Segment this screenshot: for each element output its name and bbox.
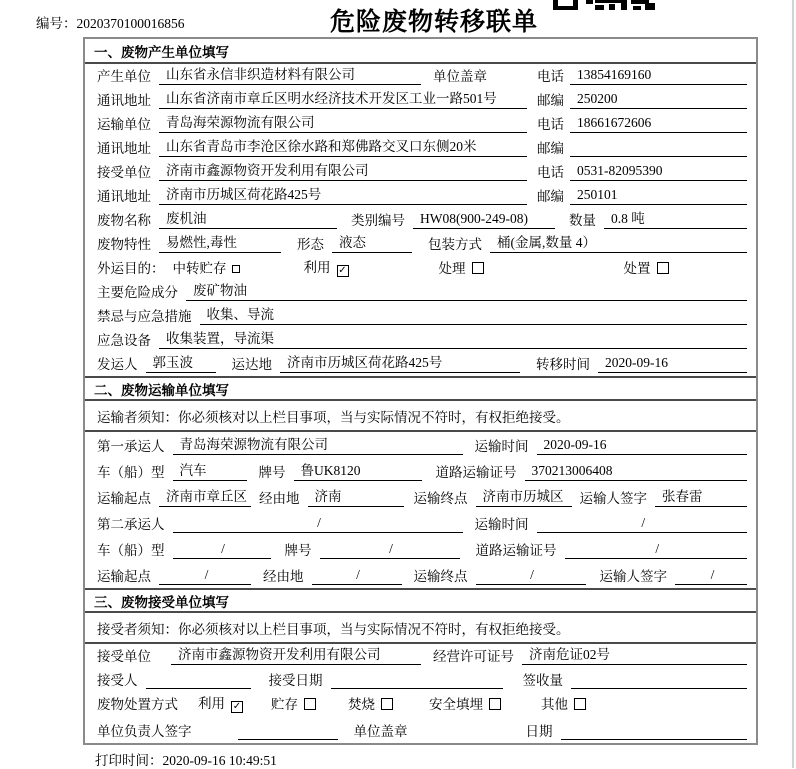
plate-label: 牌号 [258,465,286,480]
transfer-time-field: 2020-09-16 [598,355,747,373]
transporter-address-field: 山东省青岛市李沧区徐水路和郑佛路交叉口东侧20米 [159,139,527,157]
carrier2-label: 第二承运人 [97,517,165,532]
checkbox-label: 处理 [438,261,466,276]
receiver-label: 接受单位 [97,165,151,180]
road-license-field: 370213006408 [525,463,748,481]
producer-phone-field: 13854169160 [570,67,747,85]
waste-name-field: 废机油 [159,211,337,229]
qr-code-partial-icon [553,0,655,10]
receiver-zip-field: 250101 [570,187,747,205]
receiver-address-left [97,187,527,205]
disposal-option-burn [348,697,393,713]
phone-label: 电话 [537,69,564,84]
carrier1-row [85,432,756,458]
purpose-option-dispose [624,261,669,277]
transporter-notice: 运输者须知：你必须核对以上栏目事项，当与实际情况不符时，有权拒绝接受。 [85,401,756,432]
waste-name-label: 废物名称 [97,213,151,228]
disposal-option-landfill [429,697,501,713]
plate-label: 牌号 [284,543,312,558]
purpose-option-treat [439,261,484,277]
disposal-burn-checkbox[interactable] [381,698,393,710]
checkbox-label: 中转贮存 [172,261,227,276]
dispatch-row [85,352,756,376]
transporter-name-field: 青岛海荣源物流有限公司 [159,115,527,133]
taboo-row [85,304,756,328]
taboo-field: 收集、导流 [200,307,748,325]
qty-field: 0.8 吨 [604,211,747,229]
vehicle1-row [85,458,756,484]
waste-name-row [85,208,756,232]
disposal-method-label: 废物处置方式 [97,697,178,712]
carrier1-field: 青岛海荣源物流有限公司 [173,437,463,455]
route-end-label: 运输终点 [413,491,468,506]
unit-seal-label: 单位盖章 [353,724,408,739]
seal-label: 单位盖章 [433,69,487,84]
transporter-phone [537,115,747,133]
storage-checkbox[interactable] [232,265,240,273]
carrier-sign2-field: / [675,567,747,585]
transporter-address-left [97,139,527,157]
hazard-row [85,280,756,304]
responsible-sign-field [238,723,338,740]
waste-props-label: 废物特性 [97,237,151,252]
producer-phone [537,67,747,85]
print-time-label: 打印时间： [95,753,163,768]
transport-time-label: 运输时间 [474,517,529,532]
purpose-label: 外运目的： [97,261,165,276]
date-field [561,723,748,740]
dest-label: 运达地 [231,357,272,372]
disposal-landfill-checkbox[interactable] [489,698,501,710]
producer-label: 产生单位 [97,69,151,84]
route-start2-field: / [159,567,251,585]
equipment-field: 收集装置，导流渠 [159,331,747,349]
carrier-sign-label: 运输人签字 [579,491,647,506]
route-end-label: 运输终点 [413,569,468,584]
checkbox-label: 贮存 [271,697,298,712]
producer-address-left [97,91,527,109]
vehicle2-row [85,536,756,562]
hazard-label: 主要危险成分 [97,285,178,300]
zip-label: 邮编 [537,189,564,204]
category-field: HW08(900-249-08) [413,211,555,229]
road-license-label: 道路运输证号 [435,465,517,480]
route-end2-field: / [476,567,586,585]
dispatcher-label: 发运人 [97,357,138,372]
producer-zip [537,91,747,109]
via-label: 经由地 [263,569,304,584]
receiver-notice: 接受者须知：你必须核对以上栏目事项，当与实际情况不符时，有权拒绝接受。 [85,613,756,644]
accept-unit-row [85,644,756,668]
waste-props-field: 易燃性,毒性 [159,235,281,253]
equipment-row [85,328,756,352]
carrier2-field: / [173,515,463,533]
zip-label: 邮编 [537,141,564,156]
transport-time2-field: / [537,515,748,533]
category-label: 类别编号 [351,213,405,228]
section2-header: 二、废物运输单位填写 [85,376,756,401]
plate-field: 鲁UK8120 [294,463,422,481]
route-end-field: 济南市历城区 [476,489,572,507]
disposal-option-reuse [198,696,243,713]
receiver-phone [537,163,747,181]
accept-unit-label: 接受单位 [97,649,151,664]
zip-label: 邮编 [537,93,564,108]
print-time-value: 2020-09-16 10:49:51 [162,753,277,768]
disposal-option-store [271,697,316,713]
form-label: 形态 [297,237,324,252]
producer-address-field: 山东省济南市章丘区明水经济技术开发区工业一路501号 [159,91,527,109]
transporter-label: 运输单位 [97,117,151,132]
qty-label: 数量 [569,213,596,228]
receiver-name-field: 济南市鑫源物资开发利用有限公司 [159,163,527,181]
road-license2-field: / [565,541,748,559]
checkbox-label: 安全填埋 [429,697,483,712]
serial-number [36,12,185,32]
signed-qty-label: 签收量 [522,673,563,688]
route1-row [85,484,756,510]
checkbox-label: 利用 [198,696,225,711]
producer-address-row [85,88,756,112]
disposal-store-checkbox[interactable] [304,698,316,710]
carrier2-row [85,510,756,536]
dest-field: 济南市历城区荷花路425号 [280,355,520,373]
transfer-purpose-row [85,256,756,280]
page-title: 危险废物转移联单 [330,9,539,36]
section3-header: 三、废物接受单位填写 [85,588,756,613]
receiver-left [97,163,527,181]
transporter-zip-field [570,140,747,157]
plate2-field: / [320,541,460,559]
vehicle-type-field: 汽车 [173,463,247,481]
disposal-reuse-checkbox[interactable]: ✓ [232,701,242,712]
waste-props-row [85,232,756,256]
producer-row [85,64,756,88]
carrier-sign-label: 运输人签字 [599,569,667,584]
route-start-field: 济南市章丘区 [159,489,251,507]
signed-qty-field [571,672,747,689]
reuse-checkbox[interactable]: ✓ [338,265,347,276]
permit-label: 经营许可证号 [433,649,514,664]
transporter-left [97,115,527,133]
permit-field: 济南危证02号 [522,647,747,665]
road-license-label: 道路运输证号 [475,543,557,558]
receiver-phone-field: 0531-82095390 [570,163,747,181]
carrier-sign-field: 张春雷 [655,489,747,507]
packing-label: 包装方式 [428,237,482,252]
checkbox-label: 焚烧 [348,697,375,712]
dispatcher-field: 郭玉波 [146,355,216,373]
via-field: 济南 [308,489,404,507]
accept-unit-field: 济南市鑫源物资开发利用有限公司 [171,647,421,665]
signature-row [85,716,756,743]
address-label: 通讯地址 [97,141,151,156]
treat-checkbox[interactable] [472,262,484,274]
checkbox-label: 处置 [623,261,651,276]
transport-time-field: 2020-09-16 [537,437,748,455]
taboo-label: 禁忌与应急措施 [97,309,192,324]
print-time [95,749,277,769]
phone-label: 电话 [537,165,564,180]
serial-value: 2020370100016856 [76,16,185,31]
serial-label: 编号： [36,16,77,31]
receiver-address-field: 济南市历城区荷花路425号 [159,187,527,205]
disposal-option-other [541,697,586,713]
accept-date-label: 接受日期 [268,673,323,688]
producer-name-field: 山东省永信非织造材料有限公司 [159,67,421,85]
via-label: 经由地 [259,491,300,506]
vehicle-type-label: 车（船）型 [97,543,165,558]
acceptor-label: 接受人 [97,673,138,688]
producer-zip-field: 250200 [570,91,747,109]
vehicle-type-label: 车（船）型 [97,465,165,480]
transporter-zip [537,140,747,157]
carrier1-label: 第一承运人 [97,439,165,454]
disposal-other-checkbox[interactable] [574,698,586,710]
route2-row [85,562,756,588]
equipment-label: 应急设备 [97,333,151,348]
checkbox-label: 利用 [303,260,331,275]
window-edge [792,0,794,768]
vehicle-type2-field: / [173,541,271,559]
transporter-address-row [85,136,756,160]
packing-field: 桶(金属,数量 4） [490,235,747,253]
receiver-zip [537,187,747,205]
route-start-label: 运输起点 [97,491,151,506]
responsible-sign-label: 单位负责人签字 [97,724,192,739]
form-field: 液态 [332,235,412,253]
address-label: 通讯地址 [97,93,151,108]
acceptor-field [146,672,251,689]
checkbox-label: 其他 [541,697,568,712]
section1-header: 一、废物产生单位填写 [85,39,756,64]
acceptor-row [85,668,756,692]
accept-date-field [331,672,503,689]
purpose-option-reuse [304,260,349,277]
transport-time-label: 运输时间 [474,439,529,454]
hazard-field: 废矿物油 [186,283,747,301]
via2-field: / [312,567,402,585]
disposal-method-row [85,692,756,716]
transporter-row [85,112,756,136]
purpose-option-storage [173,261,240,277]
waste-transfer-form [83,37,758,745]
date-label: 日期 [525,724,553,739]
phone-label: 电话 [537,117,564,132]
route-start-label: 运输起点 [97,569,151,584]
dispose-checkbox[interactable] [657,262,669,274]
receiver-address-row [85,184,756,208]
receiver-row [85,160,756,184]
transfer-time-label: 转移时间 [536,357,590,372]
transporter-phone-field: 18661672606 [570,115,747,133]
address-label: 通讯地址 [97,189,151,204]
